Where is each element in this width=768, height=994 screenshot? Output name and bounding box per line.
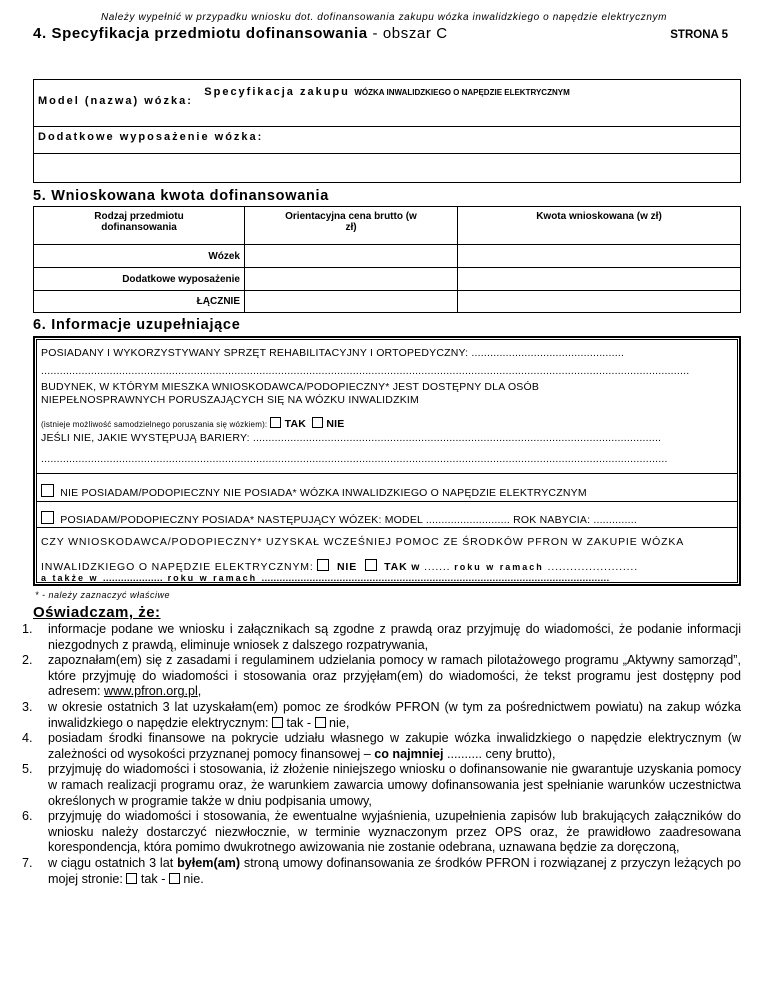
pfron-line-2 bbox=[41, 559, 638, 573]
checkbox-decl3-tak[interactable] bbox=[272, 717, 283, 728]
price-wozek[interactable] bbox=[245, 245, 458, 268]
no-wheelchair-label: NIE POSIADAM/PODOPIECZNY NIE POSIADA* WÓZKA INWALIDZKIEGO O NAPĘDZIE ELEKTRYCZNYM bbox=[60, 487, 587, 499]
divider-2 bbox=[36, 501, 738, 502]
label-pfron-nie: NIE bbox=[337, 561, 358, 573]
spec-title-main: Specyfikacja zakupu bbox=[204, 86, 350, 98]
requested-total[interactable] bbox=[458, 291, 741, 313]
building-line-1: BUDYNEK, W KTÓRYM MIESZKA WNIOSKODAWCA/PODOPIECZNY* JEST DOSTĘPNY DLA OSÓB bbox=[41, 381, 540, 393]
also-year-dots[interactable]: .................... bbox=[103, 573, 164, 583]
equipment-line[interactable]: POSIADANY I WYKORZYSTYWANY SPRZĘT REHABILITACYJNY I ORTOPEDYCZNY: ................................................. bbox=[41, 347, 625, 359]
section-4-title-text: 4. Specyfikacja przedmiotu dofinansowania bbox=[33, 25, 368, 42]
declaration-list bbox=[19, 622, 741, 887]
price-extras[interactable] bbox=[245, 268, 458, 291]
model-input[interactable] bbox=[34, 94, 740, 127]
label-building-nie: NIE bbox=[326, 418, 345, 430]
top-note: Należy wypełnić w przypadku wniosku dot. dofinansowania zakupu wózka inwalidzkiego o napędzie elektrycznym bbox=[100, 12, 668, 23]
also-label: a także w bbox=[41, 573, 99, 583]
price-total[interactable] bbox=[245, 291, 458, 313]
checkbox-building-nie[interactable] bbox=[312, 417, 323, 428]
barriers-line[interactable]: JEŚLI NIE, JAKIE WYSTĘPUJĄ BARIERY: ................................................................................................................................... bbox=[41, 432, 662, 444]
building-answer-row bbox=[41, 417, 345, 430]
requested-wozek[interactable] bbox=[458, 245, 741, 268]
declaration-item-4: 4. posiadam środki finansowe na pokrycie udziału własnego w zakupie wózka inwalidzkiego o napędzie elektrycznym (w zależności od wysokości przyznanej pomocy finansowej – co najmniej .......... ceny brutto), bbox=[22, 731, 741, 761]
model-label: Model (nazwa) wózka: bbox=[38, 95, 193, 107]
requested-extras[interactable] bbox=[458, 268, 741, 291]
extras-input-2[interactable] bbox=[34, 154, 740, 182]
pfron-line-1: CZY WNIOSKODAWCA/PODOPIECZNY* UZYSKAŁ WCZEŚNIEJ POMOC ZE ŚRODKÓW PFRON W ZAKUPIE WÓZKA bbox=[41, 536, 685, 548]
checkbox-building-tak[interactable] bbox=[270, 417, 281, 428]
divider-3 bbox=[36, 527, 738, 528]
checkbox-pfron-nie[interactable] bbox=[317, 559, 329, 571]
checkbox-decl7-nie[interactable] bbox=[169, 873, 180, 884]
spec-title-small: WÓZKA INWALIDZKIEGO O NAPĘDZIE ELEKTRYCZNYM bbox=[354, 88, 570, 97]
pfron-program-dots[interactable]: ........................ bbox=[547, 561, 638, 573]
also-line bbox=[41, 573, 610, 583]
checkbox-decl7-tak[interactable] bbox=[126, 873, 137, 884]
row-label-extras: Dodatkowe wyposażenie bbox=[34, 268, 245, 291]
extras-label: Dodatkowe wyposażenie wózka: bbox=[38, 131, 264, 143]
amount-header-price: Orientacyjna cena brutto (w zł) bbox=[245, 207, 458, 245]
year-dots[interactable]: .............. bbox=[593, 514, 637, 526]
label-building-tak: TAK bbox=[284, 418, 307, 430]
barriers-label: JEŚLI NIE, JAKIE WYSTĘPUJĄ BARIERY: bbox=[41, 432, 250, 444]
pfron-year-label: roku w ramach bbox=[454, 562, 544, 572]
barriers-dots[interactable]: ......................................................................................................................................................................................................... bbox=[41, 453, 668, 465]
amount-header-requested: Kwota wnioskowana (w zł) bbox=[458, 207, 741, 245]
page-label: STRONA 5 bbox=[670, 29, 728, 41]
amount-header-type: Rodzaj przedmiotu dofinansowania bbox=[34, 207, 245, 245]
section-4-title bbox=[33, 25, 448, 42]
model-dots[interactable]: ........................... bbox=[425, 514, 510, 526]
checkbox-pfron-tak[interactable] bbox=[365, 559, 377, 571]
equipment-label: POSIADANY I WYKORZYSTYWANY SPRZĘT REHABILITACYJNY I ORTOPEDYCZNY: bbox=[41, 347, 469, 359]
checkbox-has-wheelchair[interactable] bbox=[41, 511, 54, 524]
no-wheelchair-row bbox=[41, 484, 587, 499]
amount-table bbox=[33, 206, 741, 313]
section-6-title: 6. Informacje uzupełniające bbox=[33, 317, 241, 333]
pfron-line-2-label: INWALIDZKIEGO O NAPĘDZIE ELEKTRYCZNYM: bbox=[41, 561, 314, 573]
footnote: * - należy zaznaczyć właściwe bbox=[35, 590, 171, 600]
info-box bbox=[33, 336, 741, 586]
spec-box bbox=[33, 79, 741, 183]
building-note: (istnieje możliwość samodzielnego poruszania się wózkiem): bbox=[41, 420, 268, 429]
building-line-2: NIEPEŁNOSPRAWNYCH PORUSZAJĄCYCH SIĘ NA WÓZKU INWALIDZKIM bbox=[41, 394, 419, 406]
declaration-item-1: 1. informacje podane we wniosku i załącznikach są zgodne z prawdą oraz przyjmuję do wiadomości, że podanie informacji niezgodnych z prawdą, eliminuje wniosek z dalszego rozpatrywania, bbox=[22, 622, 741, 652]
checkbox-decl3-nie[interactable] bbox=[315, 717, 326, 728]
also-program-dots[interactable]: .................................................................................................................... bbox=[261, 573, 610, 583]
checkbox-no-wheelchair[interactable] bbox=[41, 484, 54, 497]
row-label-wozek: Wózek bbox=[34, 245, 245, 268]
section-5-title: 5. Wnioskowana kwota dofinansowania bbox=[33, 188, 330, 204]
declaration-item-7: 7. w ciągu ostatnich 3 lat byłem(am) stroną umowy dofinansowania ze środków PFRON i rozwiązanej z przyczyn leżących po mojej stronie: tak - nie. bbox=[22, 855, 742, 886]
pfron-year-dots[interactable]: ....... bbox=[424, 561, 451, 573]
label-pfron-tak: TAK w bbox=[384, 561, 421, 573]
row-label-total: ŁĄCZNIE bbox=[34, 291, 245, 313]
has-wheelchair-label: POSIADAM/PODOPIECZNY POSIADA* NASTĘPUJĄCY WÓZEK: MODEL bbox=[60, 514, 423, 526]
year-label: ROK NABYCIA: bbox=[513, 514, 591, 526]
divider-1 bbox=[36, 473, 738, 474]
declaration-item-3: 3. w okresie ostatnich 3 lat uzyskałam(em) pomoc ze środków PFRON (w tym za pośrednictwem powiatu) na zakup wózka inwalidzkiego o napędzie elektrycznym: tak - nie, bbox=[22, 699, 741, 730]
declaration-title: Oświadczam, że: bbox=[33, 604, 161, 621]
section-4-subtitle: - obszar C bbox=[372, 25, 448, 42]
declaration-item-2: 2. zapoznałam(em) się z zasadami i regulaminem udzielania pomocy w ramach pilotażowego programu „Aktywny samorząd”, które przyjmuję do wiadomości i stosowania oraz przyjęłam(em) do wiadomości, że tekst programu jest dostępny pod adresem: www.pfron.org.pl, bbox=[22, 653, 741, 699]
pfron-link[interactable]: www.pfron.org.pl bbox=[104, 684, 198, 699]
equipment-dots[interactable]: ................................................................................................................................................................................................................ bbox=[41, 365, 690, 377]
also-year-label: roku w ramach bbox=[167, 573, 258, 583]
declaration-item-5: 5. przyjmuję do wiadomości i stosowania, iż złożenie niniejszego wniosku o dofinansowanie nie gwarantuje uzyskania pomocy w ramach realizacji programu oraz, że warunkiem zawarcia umowy dofinansowania jest spełnianie warunków uczestnictwa określonych w programie także w dniu podpisania umowy, bbox=[22, 762, 741, 808]
declaration-item-6: 6. przyjmuję do wiadomości i stosowania, że ewentualne wyjaśnienia, uzupełnienia zapisów lub brakujących załączników do wniosku należy dostarczyć niezwłocznie, w terminie wyznaczonym przez OPS oraz, że prawidłowo zaadresowana korespondencja, która pomimo dwukrotnego awizowania nie zostanie odebrana, uznawana będzie za doręczoną, bbox=[22, 809, 741, 855]
has-wheelchair-row bbox=[41, 511, 637, 526]
